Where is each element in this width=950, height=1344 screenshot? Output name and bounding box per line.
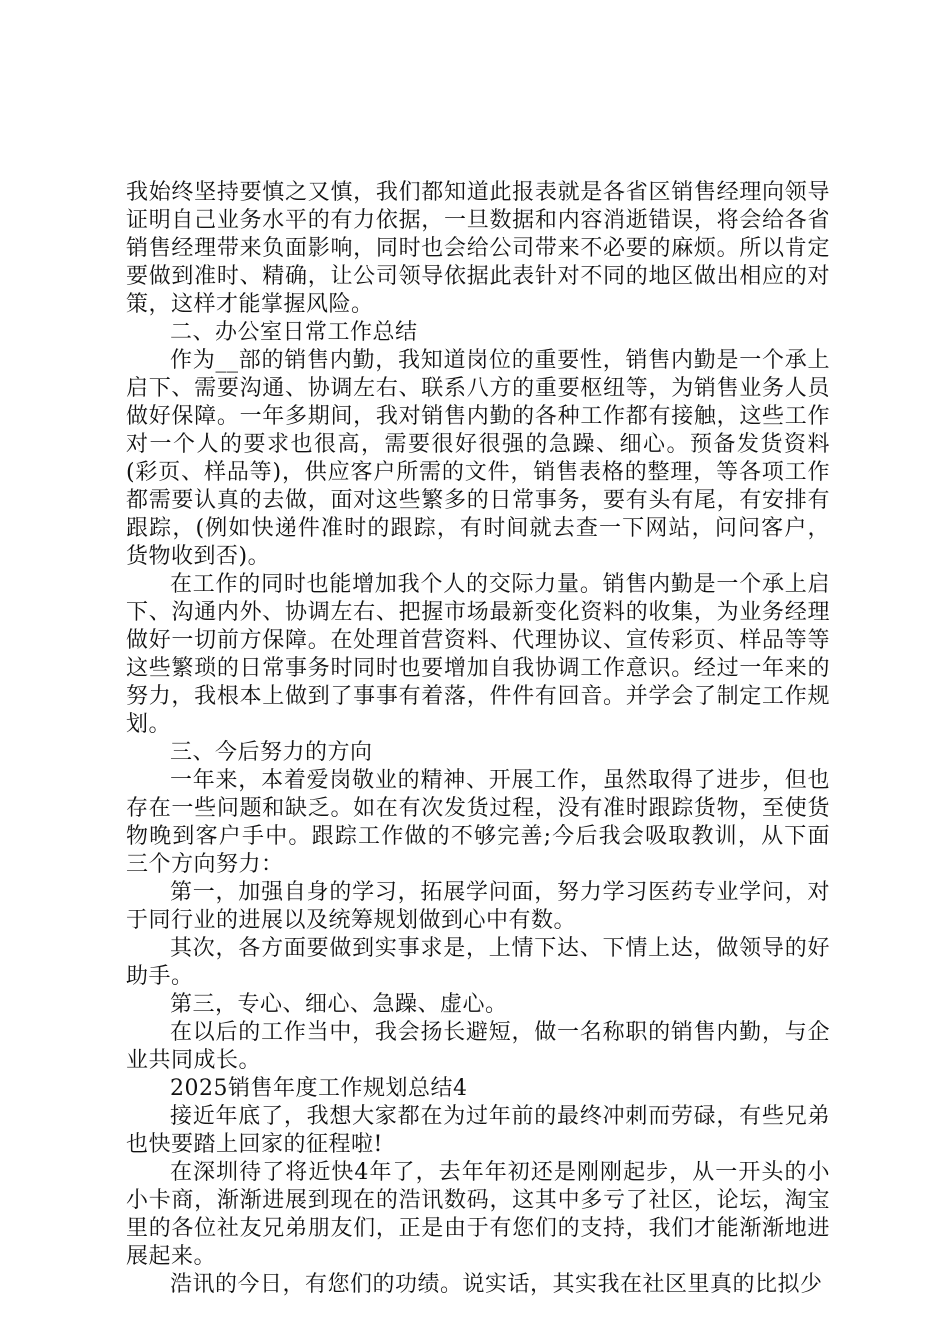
paragraph: 接近年底了，我想大家都在为过年前的最终冲刺而劳碌，有些兄弟也快要踏上回家的征程啦!	[126, 1104, 830, 1157]
paragraph: 我始终坚持要慎之又慎，我们都知道此报表就是各省区销售经理向领导证明自己业务水平的有力依据，一旦数据和内容消逝错误，将会给各省销售经理带来负面影响，同时也会给公司带来不必要的麻烦。所以肯定要做到准时、精确，让公司领导依据此表针对不同的地区做出相应的对策，这样才能掌握风险。	[126, 180, 830, 317]
paragraph: 其次，各方面要做到实事求是，上情下达、下情上达，做领导的好助手。	[126, 936, 830, 989]
paragraph: 在工作的同时也能增加我个人的交际力量。销售内勤是一个承上启下、沟通内外、协调左右、把握市场最新变化资料的收集，为业务经理做好一切前方保障。在处理首营资料、代理协议、宣传彩页、样品等等这些繁琐的日常事务时同时也要增加自我协调工作意识。经过一年来的努力，我根本上做到了事事有着落，件件有回音。并学会了制定工作规划。	[126, 572, 830, 737]
paragraph: 第三，专心、细心、急躁、虚心。	[170, 992, 508, 1017]
paragraph: 一年来，本着爱岗敬业的精神、开展工作，虽然取得了进步，但也存在一些问题和缺乏。如在有次发货过程，没有准时跟踪货物，至使货物晚到客户手中。跟踪工作做的不够完善;今后我会吸取教训，从下面三个方向努力：	[126, 768, 830, 877]
section-heading: 三、今后努力的方向	[170, 740, 373, 765]
paragraph: 浩讯的今日，有您们的功绩。说实话，其实我在社区里真的比拟少	[170, 1272, 823, 1297]
section-title: 2025销售年度工作规划总结4	[170, 1076, 468, 1101]
paragraph: 在深圳待了将近快4年了，去年年初还是刚刚起步，从一开头的小小卡商，渐渐进展到现在的浩讯数码，这其中多亏了社区，论坛，淘宝里的各位社友兄弟朋友们，正是由于有您们的支持，我们才能渐渐地进展起来。	[126, 1160, 830, 1269]
paragraph: 作为__部的销售内勤，我知道岗位的重要性，销售内勤是一个承上启下、需要沟通、协调左右、联系八方的重要枢纽等，为销售业务人员做好保障。一年多期间，我对销售内勤的各种工作都有接触，这些工作对一个人的要求也很高，需要很好很强的急躁、细心。预备发货资料(彩页、样品等)，供应客户所需的文件，销售表格的整理，等各项工作都需要认真的去做，面对这些繁多的日常事务，要有头有尾，有安排有跟踪，(例如快递件准时的跟踪，有时间就去查一下网站，问问客户，货物收到否)。	[126, 348, 830, 569]
document-body	[126, 179, 830, 1299]
paragraph: 第一，加强自身的学习，拓展学问面，努力学习医药专业学问，对于同行业的进展以及统筹规划做到心中有数。	[126, 880, 830, 933]
paragraph: 在以后的工作当中，我会扬长避短，做一名称职的销售内勤，与企业共同成长。	[126, 1020, 830, 1073]
section-heading: 二、办公室日常工作总结	[170, 320, 418, 345]
